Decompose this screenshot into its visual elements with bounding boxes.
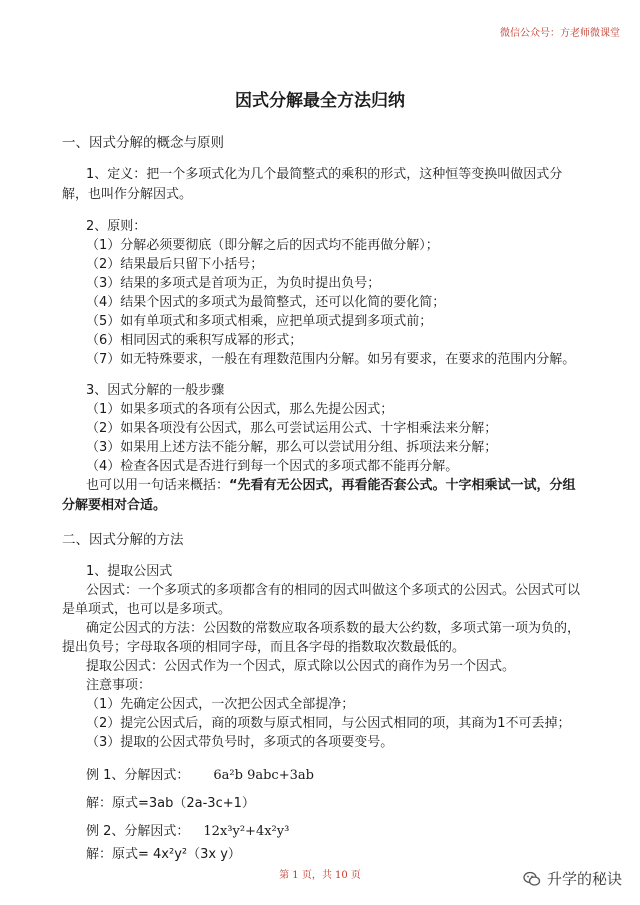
summary-quote: “先看有无公因式，再看能否套公式。十字相乘试一试，分组 [229, 478, 576, 493]
example-1-label: 例 1、分解因式： [86, 768, 190, 783]
steps-heading: 3、因式分解的一般步骤 [86, 383, 225, 398]
example-1-expression: 6a²b 9abc+3ab [213, 768, 314, 783]
solution-2: 解：原式= 4x²y²（3x y） [86, 847, 241, 862]
method-1-heading: 1、提取公因式 [86, 564, 173, 579]
header-note: 微信公众号：方老师微课堂 [500, 28, 620, 39]
summary-line-2: 分解要相对合适。 [62, 498, 167, 513]
example-2 [86, 820, 289, 839]
method-text-line: 提取公因式：公因式作为一个因式，原式除以公因式的商作为另一个因式。 [86, 659, 516, 674]
method-text-line: 确定公因式的方法：公因数的常数应取各项系数的最大公约数，多项式第一项为负的， [86, 621, 581, 636]
principle-item: （2）结果最后只留下小括号； [86, 257, 264, 272]
principle-item: （4）结果个因式的多项式为最简整式，还可以化简的要化简； [86, 295, 446, 310]
step-item: （4）检查各因式是否进行到每一个因式的多项式都不能再分解。 [86, 459, 459, 474]
example-2-expression: 12x³y²+4x²y³ [203, 824, 290, 839]
method-text-line: （2）提完公因式后，商的项数与原式相同，与公因式相同的项，其商为1不可丢掉； [86, 716, 571, 731]
section-1-heading: 一、因式分解的概念与原则 [62, 135, 224, 151]
principle-item: （1）分解必须要彻底（即分解之后的因式均不能再做分解）； [86, 238, 439, 253]
example-2-label: 例 2、分解因式： [86, 824, 190, 839]
method-text-line: （3）提取的公因式带负号时，多项式的各项要变号。 [86, 735, 394, 750]
principle-item: （7）如无特殊要求，一般在有理数范围内分解。如另有要求，在要求的范围内分解。 [86, 352, 576, 367]
method-text-line: 公因式：一个多项式的多项都含有的相同的因式叫做这个多项式的公因式。公因式可以 [86, 583, 581, 598]
watermark [523, 868, 622, 889]
definition-line-2: 解，也叫作分解因式。 [62, 187, 193, 202]
method-text-line: 是单项式，也可以是多项式。 [62, 602, 232, 617]
definition-line-1: 1、定义：把一个多项式化为几个最简整式的乘积的形式，这种恒等变换叫做因式分 [86, 167, 563, 182]
solution-1: 解：原式=3ab（2a-3c+1） [86, 796, 255, 811]
step-item: （3）如果用上述方法不能分解，那么可以尝试用分组、拆项法来分解； [86, 440, 498, 455]
method-text-line: 提出负号；字母取各项的相同字母，而且各字母的指数取次数最低的。 [62, 640, 466, 655]
watermark-text: 升学的秘诀 [546, 870, 622, 888]
method-text-line: 注意事项： [86, 678, 152, 693]
principle-item: （5）如有单项式和多项式相乘，应把单项式提到多项式前； [86, 314, 433, 329]
summary-line-1 [86, 474, 576, 493]
principle-item: （3）结果的多项式是首项为正，为负时提出负号； [86, 276, 381, 291]
page-number: 第 1 页，共 10 页 [279, 870, 361, 881]
summary-prefix: 也可以用一句话来概括： [86, 478, 230, 493]
section-2-heading: 二、因式分解的方法 [62, 532, 184, 548]
page-title: 因式分解最全方法归纳 [235, 91, 405, 111]
principle-item: （6）相同因式的乘积写成幂的形式； [86, 333, 303, 348]
wechat-icon [523, 871, 541, 887]
example-1 [86, 764, 314, 783]
principles-heading: 2、原则： [86, 219, 147, 234]
step-item: （1）如果多项式的各项有公因式，那么先提公因式； [86, 402, 394, 417]
method-text-line: （1）先确定公因式，一次把公因式全部提净； [86, 697, 355, 712]
step-item: （2）如果各项没有公因式，那么可尝试运用公式、十字相乘法来分解； [86, 421, 498, 436]
